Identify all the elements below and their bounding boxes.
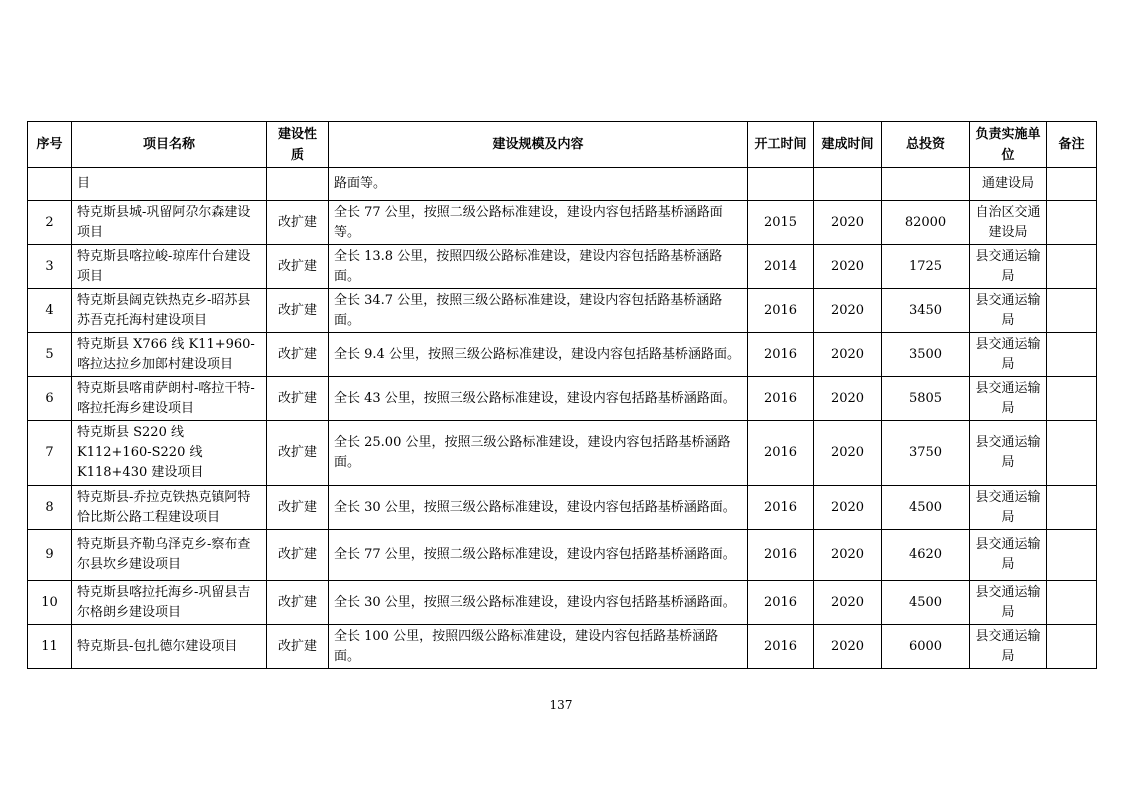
cell-project-name: 特克斯县 S220 线 K112+160-S220 线 K118+430 建设项目	[72, 421, 267, 486]
cell-remarks	[1047, 581, 1097, 625]
cell-investment: 6000	[882, 625, 970, 669]
cell-index: 8	[28, 486, 72, 530]
cell-start-time: 2016	[748, 377, 814, 421]
cell-start-time	[748, 168, 814, 201]
cell-start-time: 2016	[748, 421, 814, 486]
cell-start-time: 2016	[748, 486, 814, 530]
cell-start-time: 2014	[748, 245, 814, 289]
cell-investment: 3450	[882, 289, 970, 333]
header-project-name: 项目名称	[72, 122, 267, 168]
table-row	[28, 581, 1097, 625]
cell-index	[28, 168, 72, 201]
cell-remarks	[1047, 168, 1097, 201]
cell-remarks	[1047, 333, 1097, 377]
cell-responsible-unit: 县交通运输局	[970, 530, 1047, 581]
cell-remarks	[1047, 486, 1097, 530]
cell-scope: 全长 13.8 公里，按照四级公路标准建设，建设内容包括路基桥涵路面。	[329, 245, 748, 289]
cell-nature: 改扩建	[267, 333, 329, 377]
cell-end-time: 2020	[814, 421, 882, 486]
cell-project-name: 特克斯县 X766 线 K11+960-喀拉达拉乡加郎村建设项目	[72, 333, 267, 377]
cell-end-time	[814, 168, 882, 201]
cell-project-name: 特克斯县喀拉托海乡-巩留县吉尔格朗乡建设项目	[72, 581, 267, 625]
header-responsible-unit: 负责实施单位	[970, 122, 1047, 168]
cell-start-time: 2016	[748, 530, 814, 581]
cell-remarks	[1047, 245, 1097, 289]
cell-project-name: 特克斯县-包扎德尔建设项目	[72, 625, 267, 669]
table-header-row	[28, 122, 1097, 168]
cell-start-time: 2016	[748, 581, 814, 625]
cell-project-name: 特克斯县喀甫萨朗村-喀拉干特-喀拉托海乡建设项目	[72, 377, 267, 421]
cell-investment	[882, 168, 970, 201]
cell-end-time: 2020	[814, 377, 882, 421]
cell-end-time: 2020	[814, 245, 882, 289]
cell-project-name: 目	[72, 168, 267, 201]
cell-project-name: 特克斯县城-巩留阿尕尔森建设项目	[72, 201, 267, 245]
table-row	[28, 289, 1097, 333]
cell-scope: 全长 100 公里，按照四级公路标准建设，建设内容包括路基桥涵路面。	[329, 625, 748, 669]
cell-investment: 5805	[882, 377, 970, 421]
cell-project-name: 特克斯县-乔拉克铁热克镇阿特恰比斯公路工程建设项目	[72, 486, 267, 530]
cell-investment: 4500	[882, 581, 970, 625]
cell-start-time: 2016	[748, 625, 814, 669]
cell-end-time: 2020	[814, 289, 882, 333]
cell-scope: 全长 9.4 公里，按照三级公路标准建设，建设内容包括路基桥涵路面。	[329, 333, 748, 377]
cell-nature: 改扩建	[267, 625, 329, 669]
cell-responsible-unit: 通建设局	[970, 168, 1047, 201]
cell-nature: 改扩建	[267, 581, 329, 625]
cell-scope: 全长 34.7 公里，按照三级公路标准建设，建设内容包括路基桥涵路面。	[329, 289, 748, 333]
cell-end-time: 2020	[814, 201, 882, 245]
table-row	[28, 168, 1097, 201]
cell-project-name: 特克斯县喀拉峻-琼库什台建设项目	[72, 245, 267, 289]
cell-nature: 改扩建	[267, 201, 329, 245]
cell-end-time: 2020	[814, 486, 882, 530]
cell-start-time: 2015	[748, 201, 814, 245]
cell-project-name: 特克斯县阔克铁热克乡-昭苏县苏吾克托海村建设项目	[72, 289, 267, 333]
cell-scope: 全长 30 公里，按照三级公路标准建设，建设内容包括路基桥涵路面。	[329, 581, 748, 625]
cell-scope: 全长 77 公里，按照二级公路标准建设，建设内容包括路基桥涵路面。	[329, 530, 748, 581]
cell-nature: 改扩建	[267, 245, 329, 289]
cell-investment: 82000	[882, 201, 970, 245]
cell-nature: 改扩建	[267, 486, 329, 530]
cell-scope: 全长 43 公里，按照三级公路标准建设，建设内容包括路基桥涵路面。	[329, 377, 748, 421]
cell-remarks	[1047, 377, 1097, 421]
cell-scope: 全长 77 公里，按照二级公路标准建设，建设内容包括路基桥涵路面等。	[329, 201, 748, 245]
cell-responsible-unit: 县交通运输局	[970, 581, 1047, 625]
cell-remarks	[1047, 201, 1097, 245]
cell-index: 9	[28, 530, 72, 581]
header-start-time: 开工时间	[748, 122, 814, 168]
cell-investment: 1725	[882, 245, 970, 289]
table-row	[28, 333, 1097, 377]
project-table	[27, 121, 1097, 669]
header-remarks: 备注	[1047, 122, 1097, 168]
cell-investment: 4500	[882, 486, 970, 530]
cell-investment: 3750	[882, 421, 970, 486]
cell-index: 6	[28, 377, 72, 421]
table-row	[28, 625, 1097, 669]
cell-index: 2	[28, 201, 72, 245]
cell-start-time: 2016	[748, 289, 814, 333]
table-row	[28, 245, 1097, 289]
table-row	[28, 530, 1097, 581]
cell-start-time: 2016	[748, 333, 814, 377]
cell-nature	[267, 168, 329, 201]
cell-remarks	[1047, 530, 1097, 581]
page-number: 137	[549, 698, 573, 712]
table-row	[28, 377, 1097, 421]
cell-project-name: 特克斯县齐勒乌泽克乡-察布查尔县坎乡建设项目	[72, 530, 267, 581]
cell-responsible-unit: 县交通运输局	[970, 486, 1047, 530]
table-row	[28, 421, 1097, 486]
cell-investment: 4620	[882, 530, 970, 581]
cell-index: 11	[28, 625, 72, 669]
cell-nature: 改扩建	[267, 377, 329, 421]
cell-end-time: 2020	[814, 581, 882, 625]
cell-end-time: 2020	[814, 625, 882, 669]
cell-end-time: 2020	[814, 333, 882, 377]
cell-remarks	[1047, 625, 1097, 669]
table-row	[28, 486, 1097, 530]
cell-scope: 全长 30 公里，按照三级公路标准建设，建设内容包括路基桥涵路面。	[329, 486, 748, 530]
cell-index: 3	[28, 245, 72, 289]
cell-remarks	[1047, 421, 1097, 486]
header-end-time: 建成时间	[814, 122, 882, 168]
cell-nature: 改扩建	[267, 289, 329, 333]
cell-responsible-unit: 县交通运输局	[970, 625, 1047, 669]
cell-responsible-unit: 县交通运输局	[970, 377, 1047, 421]
cell-index: 7	[28, 421, 72, 486]
cell-responsible-unit: 县交通运输局	[970, 289, 1047, 333]
cell-scope: 全长 25.00 公里，按照三级公路标准建设，建设内容包括路基桥涵路面。	[329, 421, 748, 486]
cell-index: 5	[28, 333, 72, 377]
table-row	[28, 201, 1097, 245]
cell-nature: 改扩建	[267, 530, 329, 581]
header-investment: 总投资	[882, 122, 970, 168]
cell-responsible-unit: 自治区交通建设局	[970, 201, 1047, 245]
cell-index: 10	[28, 581, 72, 625]
header-scope: 建设规模及内容	[329, 122, 748, 168]
cell-responsible-unit: 县交通运输局	[970, 333, 1047, 377]
header-index: 序号	[28, 122, 72, 168]
cell-scope: 路面等。	[329, 168, 748, 201]
cell-responsible-unit: 县交通运输局	[970, 245, 1047, 289]
cell-investment: 3500	[882, 333, 970, 377]
cell-nature: 改扩建	[267, 421, 329, 486]
cell-end-time: 2020	[814, 530, 882, 581]
cell-remarks	[1047, 289, 1097, 333]
cell-index: 4	[28, 289, 72, 333]
header-nature: 建设性质	[267, 122, 329, 168]
cell-responsible-unit: 县交通运输局	[970, 421, 1047, 486]
